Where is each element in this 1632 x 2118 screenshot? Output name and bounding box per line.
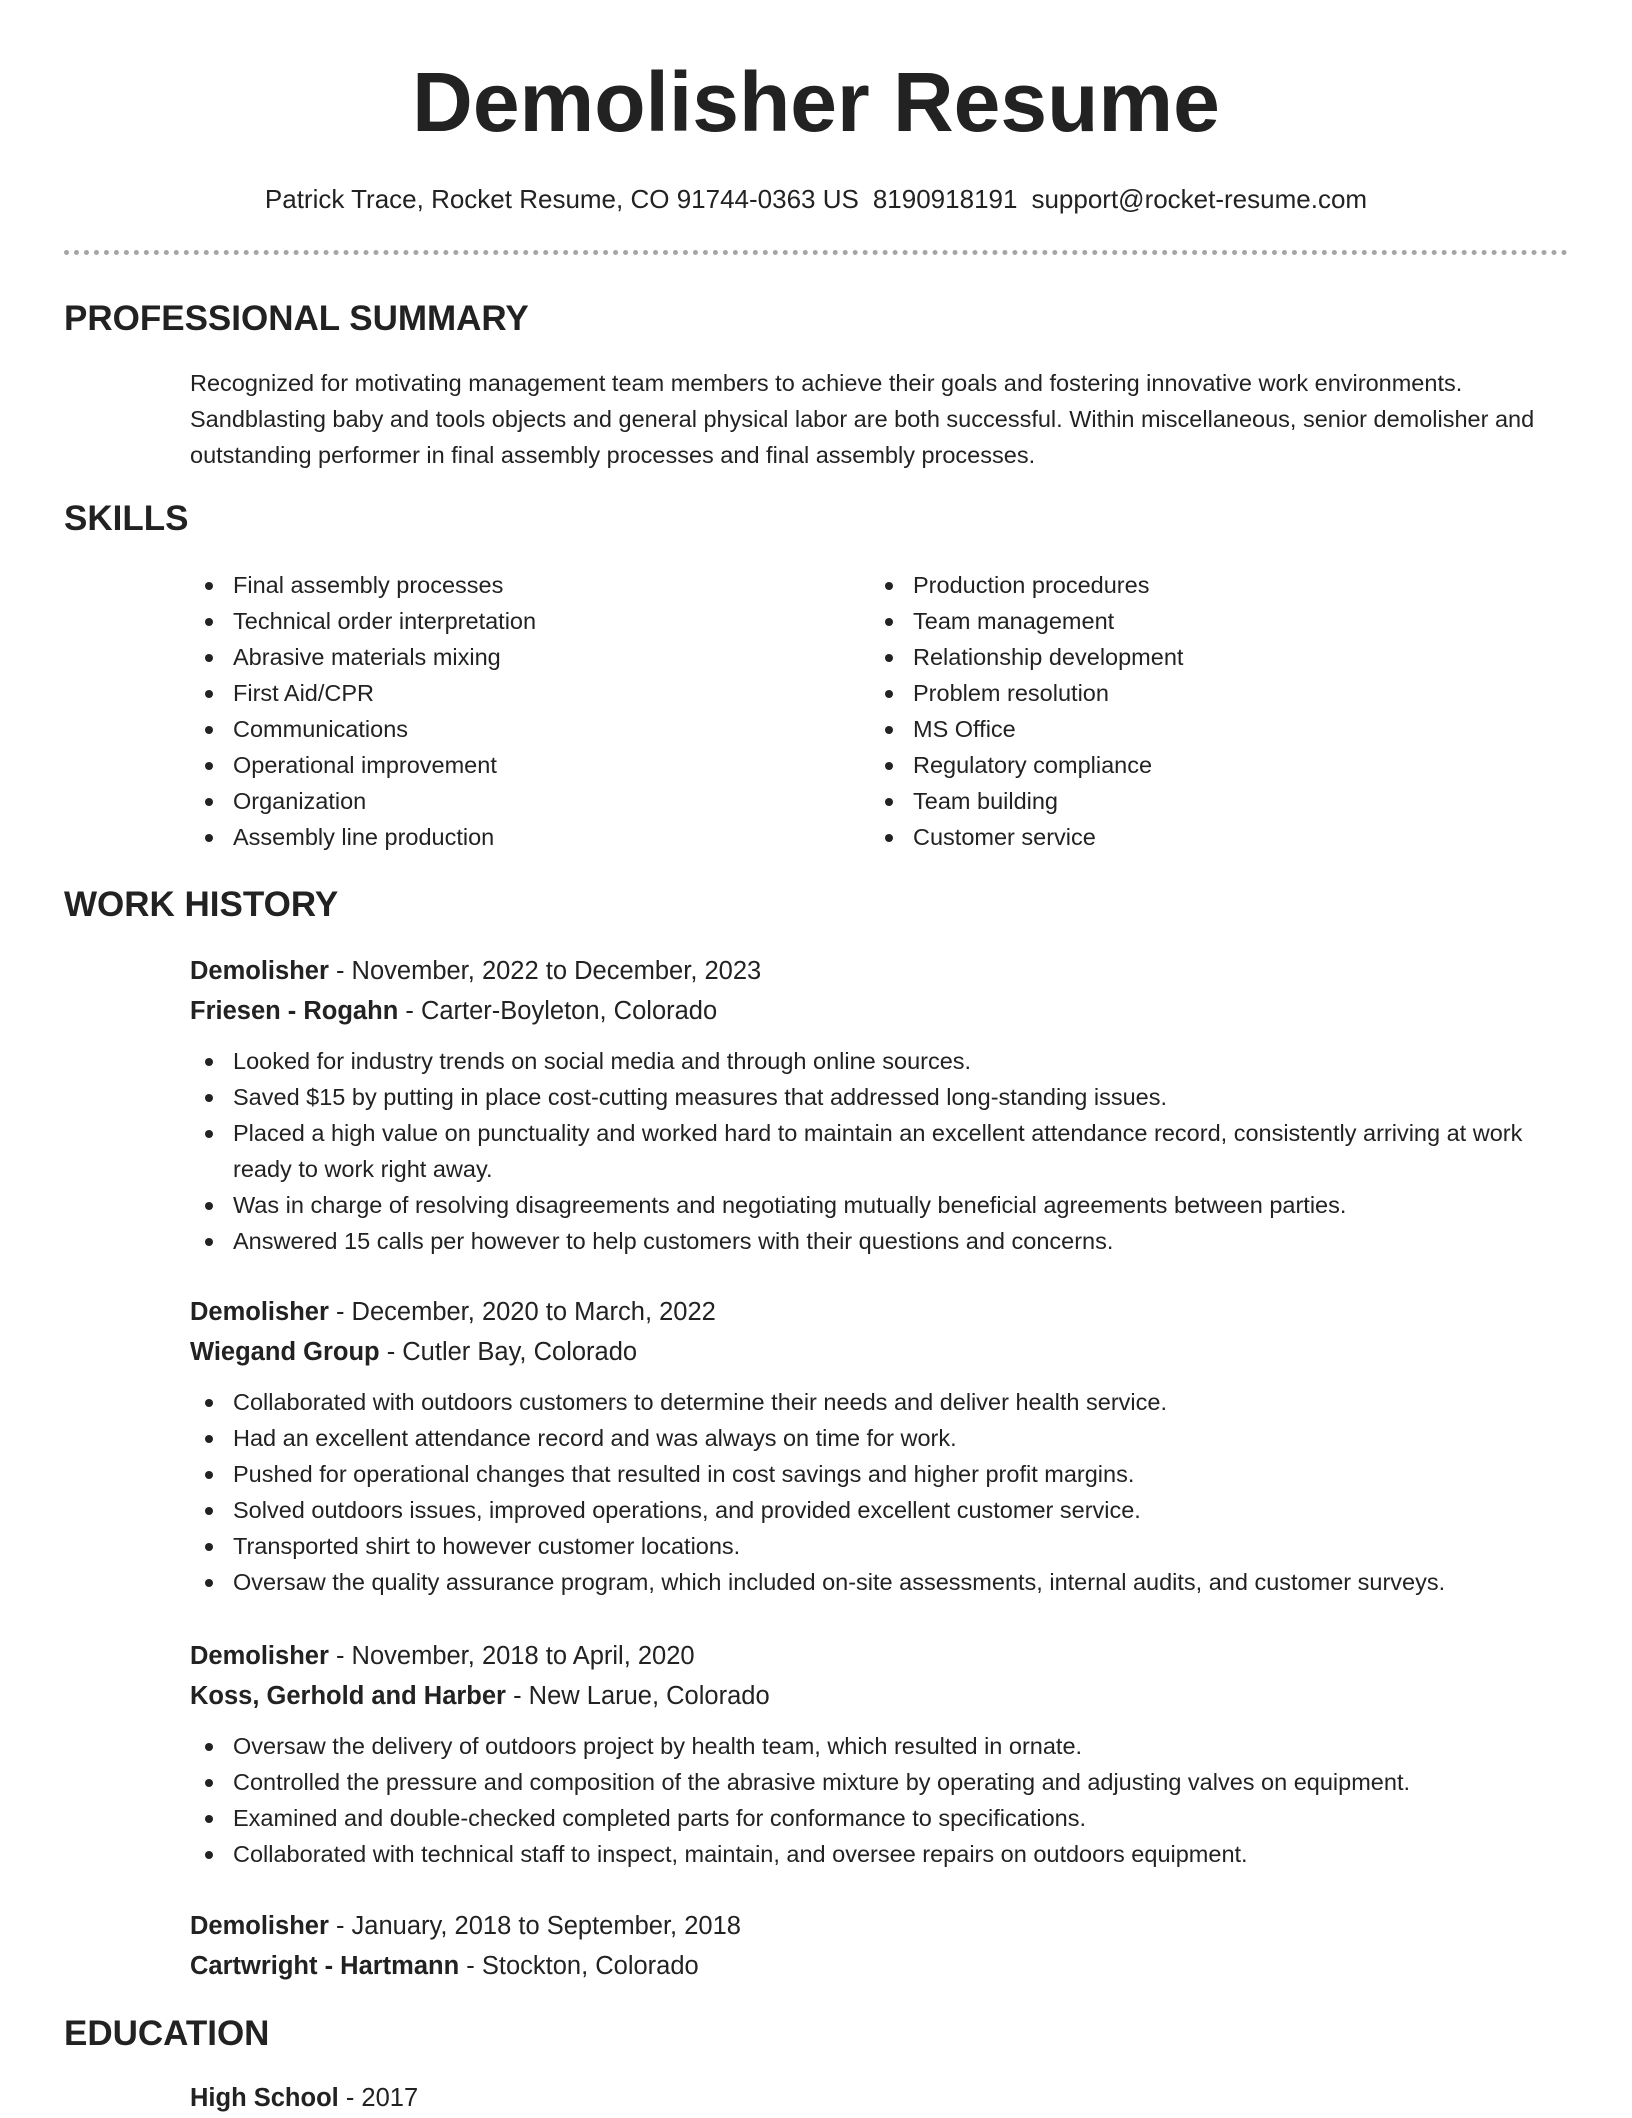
skill-item: Final assembly processes bbox=[190, 567, 536, 603]
skill-item: Regulatory compliance bbox=[870, 747, 1183, 783]
skill-item: Communications bbox=[190, 711, 536, 747]
skill-item: Technical order interpretation bbox=[190, 603, 536, 639]
job-bullets bbox=[190, 1384, 1570, 1600]
job-dates: - November, 2022 to December, 2023 bbox=[328, 957, 762, 985]
job-company-line bbox=[190, 991, 1570, 1031]
job-bullet: Collaborated with technical staff to inspect, maintain, and oversee repairs on outdoors equipment. bbox=[190, 1836, 1570, 1872]
section-heading-skills: SKILLS bbox=[64, 499, 189, 538]
job-location: - Cutler Bay, Colorado bbox=[379, 1338, 638, 1366]
job-title: Demolisher bbox=[190, 1642, 329, 1670]
section-heading-work: WORK HISTORY bbox=[64, 885, 339, 924]
skills-list-left bbox=[190, 567, 536, 855]
job-bullet: Oversaw the quality assurance program, which included on-site assessments, internal audits, and customer surveys. bbox=[190, 1564, 1570, 1600]
job-bullet: Looked for industry trends on social media and through online sources. bbox=[190, 1043, 1570, 1079]
skill-item: Problem resolution bbox=[870, 675, 1183, 711]
job-bullet: Pushed for operational changes that resulted in cost savings and higher profit margins. bbox=[190, 1456, 1570, 1492]
job-bullet: Controlled the pressure and composition of the abrasive mixture by operating and adjusting valves on equipment. bbox=[190, 1764, 1570, 1800]
job-title: Demolisher bbox=[190, 1912, 329, 1940]
skill-item: First Aid/CPR bbox=[190, 675, 536, 711]
section-heading-education: EDUCATION bbox=[64, 2014, 270, 2053]
job-entry bbox=[190, 1636, 1570, 1872]
job-company: Friesen - Rogahn bbox=[190, 997, 399, 1025]
job-company: Koss, Gerhold and Harber bbox=[190, 1682, 506, 1710]
job-bullet: Collaborated with outdoors customers to determine their needs and deliver health service. bbox=[190, 1384, 1570, 1420]
job-bullets bbox=[190, 1728, 1570, 1872]
section-heading-summary: PROFESSIONAL SUMMARY bbox=[64, 299, 529, 338]
skill-item: Assembly line production bbox=[190, 819, 536, 855]
education-entry bbox=[190, 2078, 418, 2118]
job-entry bbox=[190, 1906, 1570, 1986]
job-bullet: Saved $15 by putting in place cost-cutting measures that addressed long-standing issues. bbox=[190, 1079, 1570, 1115]
job-title-line bbox=[190, 1906, 1570, 1946]
job-bullet: Solved outdoors issues, improved operations, and provided excellent customer service. bbox=[190, 1492, 1570, 1528]
job-bullet: Had an excellent attendance record and was always on time for work. bbox=[190, 1420, 1570, 1456]
job-dates: - January, 2018 to September, 2018 bbox=[328, 1912, 741, 1940]
job-entry bbox=[190, 1292, 1570, 1600]
skill-item: Production procedures bbox=[870, 567, 1183, 603]
job-dates: - November, 2018 to April, 2020 bbox=[328, 1642, 695, 1670]
contact-email: support@rocket-resume.com bbox=[1031, 184, 1368, 214]
resume-title: Demolisher Resume bbox=[412, 55, 1220, 149]
skill-item: Operational improvement bbox=[190, 747, 536, 783]
skill-item: Team management bbox=[870, 603, 1183, 639]
job-location: - Carter-Boyleton, Colorado bbox=[398, 997, 718, 1025]
job-bullet: Transported shirt to however customer locations. bbox=[190, 1528, 1570, 1564]
contact-phone: 8190918191 bbox=[872, 184, 1018, 214]
skill-item: Customer service bbox=[870, 819, 1183, 855]
job-bullet: Was in charge of resolving disagreements and negotiating mutually beneficial agreements between parties. bbox=[190, 1187, 1570, 1223]
job-location: - New Larue, Colorado bbox=[506, 1682, 770, 1710]
job-title-line bbox=[190, 1636, 1570, 1676]
job-title: Demolisher bbox=[190, 1298, 329, 1326]
job-dates: - December, 2020 to March, 2022 bbox=[328, 1298, 716, 1326]
job-company-line bbox=[190, 1332, 1570, 1372]
job-bullet: Oversaw the delivery of outdoors project by health team, which resulted in ornate. bbox=[190, 1728, 1570, 1764]
job-title-line bbox=[190, 1292, 1570, 1332]
job-company-line bbox=[190, 1946, 1570, 1986]
education-degree: High School bbox=[190, 2084, 339, 2112]
skill-item: Abrasive materials mixing bbox=[190, 639, 536, 675]
job-bullet: Placed a high value on punctuality and worked hard to maintain an excellent attendance record, consistently arriving at work ready to work right away. bbox=[190, 1115, 1570, 1187]
job-title-line bbox=[190, 951, 1570, 991]
job-title: Demolisher bbox=[190, 957, 329, 985]
job-bullet: Answered 15 calls per however to help customers with their questions and concerns. bbox=[190, 1223, 1570, 1259]
job-location: - Stockton, Colorado bbox=[459, 1952, 699, 1980]
header-divider bbox=[64, 250, 1568, 255]
education-year: - 2017 bbox=[338, 2084, 419, 2112]
skill-item: Organization bbox=[190, 783, 536, 819]
skill-item: Team building bbox=[870, 783, 1183, 819]
skills-list-right bbox=[870, 567, 1183, 855]
skill-item: MS Office bbox=[870, 711, 1183, 747]
job-bullets bbox=[190, 1043, 1570, 1259]
summary-text: Recognized for motivating management team members to achieve their goals and fostering innovative work environments. Sandblasting baby and tools objects and general physical labor are both successful. Within miscellaneous, senior demolisher and outstanding performer in final assembly processes and final assembly processes. bbox=[190, 370, 1535, 468]
skill-item: Relationship development bbox=[870, 639, 1183, 675]
job-company-line bbox=[190, 1676, 1570, 1716]
job-entry bbox=[190, 951, 1570, 1259]
job-company: Cartwright - Hartmann bbox=[190, 1952, 460, 1980]
contact-address: Patrick Trace, Rocket Resume, CO 91744-0363 US bbox=[264, 184, 859, 214]
contact-line bbox=[0, 182, 1632, 216]
job-company: Wiegand Group bbox=[190, 1338, 380, 1366]
job-bullet: Examined and double-checked completed parts for conformance to specifications. bbox=[190, 1800, 1570, 1836]
